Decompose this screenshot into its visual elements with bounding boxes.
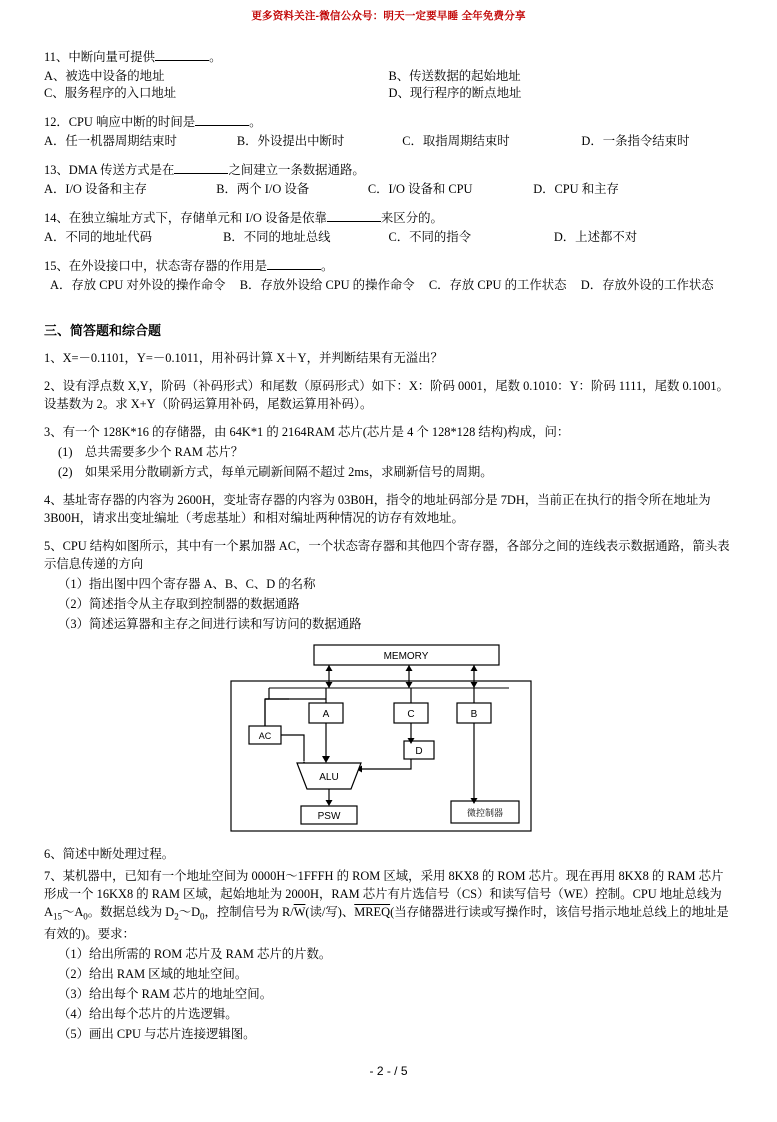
question-14-options xyxy=(44,229,733,246)
short-answer-2: 2、设有浮点数 X,Y，阶码（补码形式）和尾数（原码形式）如下：X：阶码 0001，尾数 0.1010：Y：阶码 1111，尾数 0.1001。设基数为 2。求 X+Y（阶码运算用补码，尾数运算用补码）。 xyxy=(44,379,729,411)
option-d: D、现行程序的断点地址 xyxy=(388,86,522,100)
question-11-options-row1 xyxy=(44,68,733,85)
memory-label: MEMORY xyxy=(383,651,428,662)
option-b: B．不同的地址总线 xyxy=(223,230,331,244)
short-answer-7-sub-1: （1）给出所需的 ROM 芯片及 RAM 芯片的片数。 xyxy=(58,947,332,962)
question-13-stem-tail: 之间建立一条数据通路。 xyxy=(228,163,365,177)
question-12 xyxy=(44,114,733,131)
question-12-stem-tail: 。 xyxy=(249,115,262,129)
short-answer-5-sub-3: （3）简述运算器和主存之间进行读和写访问的数据通路 xyxy=(58,617,362,631)
option-c: C．取指周期结束时 xyxy=(402,134,510,148)
option-c: C．存放 CPU 的工作状态 xyxy=(428,278,567,292)
header-banner: 更多资料关注-微信公众号：明天一定要早睡 全年免费分享 xyxy=(251,10,526,22)
question-12-stem: CPU 响应中断的时间是 xyxy=(68,115,196,129)
question-13-number: 13、 xyxy=(44,163,69,177)
short-answer-7-sub-4: （4）给出每个芯片的片选逻辑。 xyxy=(58,1007,238,1022)
fill-blank xyxy=(174,173,228,174)
alu-label: ALU xyxy=(318,772,339,783)
option-b: B．两个 I/O 设备 xyxy=(216,182,310,196)
ac-label: AC xyxy=(258,731,271,741)
question-12-number: 12． xyxy=(44,115,69,129)
short-answer-5-sub-2: （2）简述指令从主存取到控制器的数据通路 xyxy=(58,597,300,611)
short-answer-6: 6、简述中断处理过程。 xyxy=(44,847,175,861)
micro-controller-label: 微控制器 xyxy=(466,808,503,818)
short-answer-7-sub-2: （2）给出 RAM 区域的地址空间。 xyxy=(58,967,248,982)
question-14-number: 14、 xyxy=(44,211,69,225)
section-3-title: 三、简答题和综合题 xyxy=(44,323,162,338)
fill-blank xyxy=(267,269,321,270)
short-answer-4: 4、基址寄存器的内容为 2600H，变址寄存器的内容为 03B0H，指令的地址码部分是 7DH，当前正在执行的指令所在地址为 3B00H，请求出变址编址（考虑基址）和相对编址两种情况的访存有效地址。 xyxy=(44,493,711,525)
option-a: A．存放 CPU 对外设的操作命令 xyxy=(50,278,226,292)
short-answer-3: 3、有一个 128K*16 的存储器，由 64K*1 的 2164RAM 芯片(芯片是 4 个 128*128 结构)构成，问： xyxy=(44,425,570,439)
cpu-structure-diagram xyxy=(44,641,733,841)
option-c: C．I/O 设备和 CPU xyxy=(367,182,473,196)
short-answer-7-sub-3: （3）给出每个 RAM 芯片的地址空间。 xyxy=(58,987,273,1002)
question-14-stem-tail: 来区分的。 xyxy=(380,211,443,225)
question-11-options-row2 xyxy=(44,85,733,102)
option-b: B．外设提出中断时 xyxy=(236,134,345,148)
register-b-label: B xyxy=(470,709,477,720)
option-c: C、服务程序的入口地址 xyxy=(44,86,177,100)
option-d: D．CPU 和主存 xyxy=(533,182,619,196)
register-a-label: A xyxy=(322,709,329,720)
option-b: B、传送数据的起始地址 xyxy=(388,69,521,83)
option-a: A、被选中设备的地址 xyxy=(44,69,165,83)
question-15-stem-tail: 。 xyxy=(321,259,334,273)
question-11-number: 11、 xyxy=(44,50,69,64)
option-c: C．不同的指令 xyxy=(388,230,472,244)
option-a: A．不同的地址代码 xyxy=(44,230,153,244)
psw-label: PSW xyxy=(317,811,340,822)
short-answer-5-sub-1: （1）指出图中四个寄存器 A、B、C、D 的名称 xyxy=(58,577,316,591)
short-answer-5: 5、CPU 结构如图所示，其中有一个累加器 AC，一个状态寄存器和其他四个寄存器，各部分之间的连线表示数据通路，箭头表示信息传递的方向 xyxy=(44,539,730,571)
fill-blank xyxy=(155,60,209,61)
question-15-number: 15、 xyxy=(44,259,69,273)
question-15 xyxy=(44,258,733,275)
option-d: D．上述都不对 xyxy=(553,230,638,244)
option-a: A．任一机器周期结束时 xyxy=(44,134,177,148)
question-11 xyxy=(44,49,733,66)
question-13-stem: DMA 传送方式是在 xyxy=(68,163,175,177)
option-a: A．I/O 设备和主存 xyxy=(44,182,147,196)
question-12-options xyxy=(44,133,733,150)
short-answer-7: 7、某机器中，已知有一个地址空间为 0000H～1FFFH 的 ROM 区域，采用 8KX8 的 ROM 芯片。现在再用 8KX8 的 RAM 芯片形成一个 16KX8 的 RAM 区域，起始地址为 2000H，RAM 芯片有片选信号（CS）和读写信号（WE）控制。CPU 地址总线为 $A_{15}\sim A_0$。数据总线为 $D_2\sim D_0$，控制信号为 $R/\overline{W}$(读/写)、MREQ(当存储器进行读或写操作时，该信号指示地址总线上的地址是有效的)。要求： xyxy=(44,869,729,942)
register-d-label: D xyxy=(414,746,423,757)
question-13 xyxy=(44,162,733,179)
question-11-stem-tail: 。 xyxy=(209,50,222,64)
cpu-diagram-svg xyxy=(209,641,569,841)
option-b: B．存放外设给 CPU 的操作命令 xyxy=(239,278,415,292)
fill-blank xyxy=(195,125,249,126)
question-15-options xyxy=(50,277,733,294)
page-number: - 2 - / 5 xyxy=(369,1064,408,1078)
option-d: D．一条指令结束时 xyxy=(581,134,690,148)
question-14-stem: 在独立编址方式下，存储单元和 I/O 设备是依靠 xyxy=(68,211,327,225)
option-d: D．存放外设的工作状态 xyxy=(580,278,714,292)
question-13-options xyxy=(44,181,733,198)
short-answer-1: 1、X=－0.1101，Y=－0.1011，用补码计算 X＋Y，并判断结果有无溢出？ xyxy=(44,351,443,365)
register-c-label: C xyxy=(406,709,415,720)
short-answer-3-sub-2: (2) 如果采用分散刷新方式，每单元刷新间隔不超过 2ms，求刷新信号的周期。 xyxy=(58,465,493,479)
short-answer-7-sub-5: （5）画出 CPU 与芯片连接逻辑图。 xyxy=(58,1027,256,1042)
question-11-stem: 中断向量可提供 xyxy=(68,50,156,64)
question-15-stem: 在外设接口中，状态寄存器的作用是 xyxy=(68,259,268,273)
question-14 xyxy=(44,210,733,227)
short-answer-3-sub-1: (1) 总共需要多少个 RAM 芯片？ xyxy=(58,445,244,459)
fill-blank xyxy=(327,221,381,222)
